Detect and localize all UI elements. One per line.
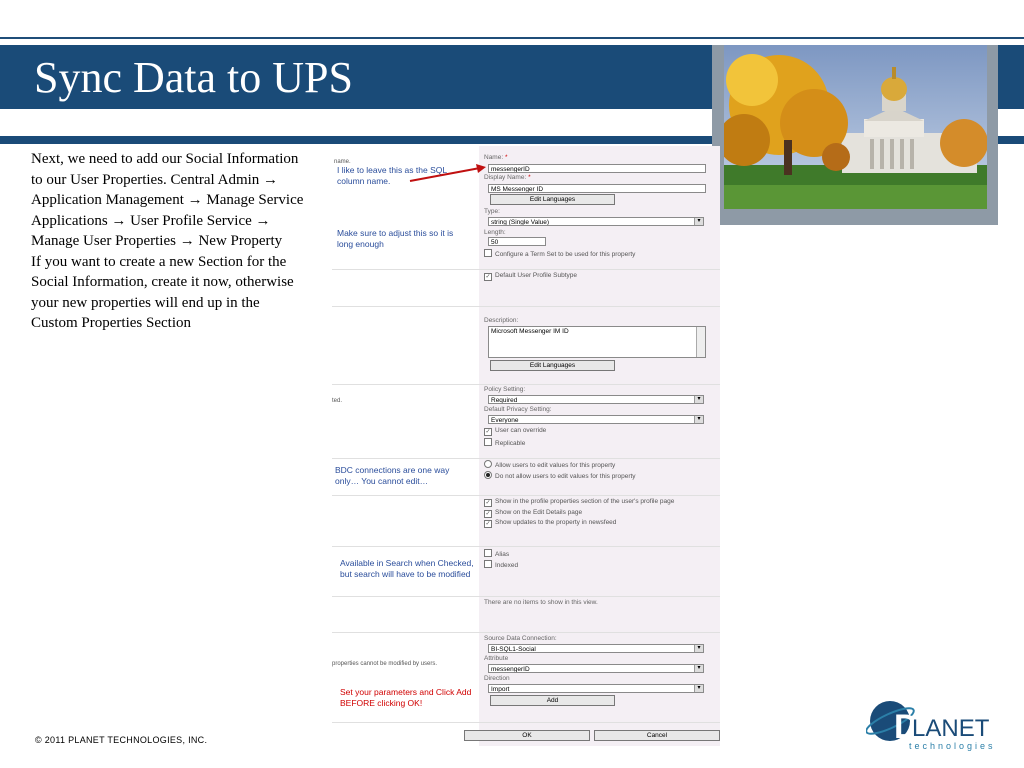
note-length: Make sure to adjust this so it is long enough [337, 228, 454, 249]
svg-text:technologies: technologies [909, 741, 996, 751]
indexed-checkbox[interactable] [484, 560, 518, 569]
required-mark: * [528, 174, 531, 181]
display-name-label [484, 174, 531, 181]
red-arrow [408, 162, 488, 184]
type-select[interactable]: string (Single Value) ▾ [488, 217, 704, 226]
truncated-label: name. [334, 159, 351, 165]
user-override-checkbox[interactable]: ✓ User can override [485, 427, 547, 435]
direction-select[interactable]: Import ▾ [488, 684, 704, 693]
row-divider [332, 546, 720, 547]
note-search: Available in Search when Checked, but search will have to be modified [340, 558, 474, 579]
svg-text:LANET: LANET [912, 715, 990, 742]
row-divider [332, 596, 720, 597]
description-text: Microsoft Messenger IM ID [491, 328, 569, 335]
allow-edit-radio[interactable] [484, 460, 615, 469]
policy-select[interactable]: Required ▾ [488, 395, 704, 404]
add-button[interactable]: Add [490, 695, 615, 706]
row-divider [332, 458, 720, 459]
row-divider [332, 269, 720, 270]
ok-button[interactable]: OK [464, 730, 590, 741]
direction-label: Direction [484, 675, 510, 682]
name-label-text: Name: [484, 154, 504, 161]
row-divider [332, 632, 720, 633]
replicable-checkbox[interactable] [484, 438, 525, 447]
note-add: Set your parameters and Click Add BEFORE clicking OK! [340, 687, 472, 708]
truncated-text: ted. [332, 398, 343, 404]
description-label: Description: [484, 317, 519, 324]
show-newsfeed-checkbox[interactable]: ✓ Show updates to the property in newsfeed [485, 519, 617, 527]
capitol-photo [724, 45, 987, 209]
display-name-input[interactable]: MS Messenger ID [488, 184, 706, 193]
attribute-label: Attribute [484, 655, 509, 662]
show-profile-checkbox[interactable]: ✓ Show in the profile properties section of the user's profile page [485, 498, 675, 506]
slide-title: Sync Data to UPS [34, 53, 353, 102]
user-override-label: User can override [495, 427, 547, 434]
svg-text:D: D [894, 708, 919, 746]
allow-edit-label: Allow users to edit values for this property [495, 462, 616, 469]
show-edit-checkbox[interactable]: ✓ Show on the Edit Details page [485, 509, 583, 517]
instructions-paragraph: Next, we need to add our Social Information to our User Properties. Central Admin → Application Management → Manage Service Applications → User Profile Service → Manage User Properties → New Property [31, 151, 304, 249]
row-divider [332, 384, 720, 385]
display-name-label-text: Display Name: [484, 174, 527, 181]
replicable-label: Replicable [495, 440, 526, 447]
source-label: Source Data Connection: [484, 635, 557, 642]
show-edit-label: Show on the Edit Details page [495, 509, 583, 516]
length-input[interactable]: 50 [488, 237, 546, 246]
section-note-paragraph: If you want to create a new Section for the Social Information, create it now, otherwise your new properties will end up in the Custom Properties Section [31, 253, 294, 331]
length-label: Length: [484, 229, 506, 236]
edit-languages-button-2[interactable]: Edit Languages [490, 360, 615, 371]
no-edit-label: Do not allow users to edit values for this property [495, 473, 636, 480]
policy-label: Policy Setting: [484, 386, 526, 393]
required-mark: * [504, 154, 508, 161]
edit-languages-button[interactable]: Edit Languages [490, 194, 615, 205]
privacy-label: Default Privacy Setting: [484, 406, 552, 413]
no-items-text: There are no items to show in this view. [484, 599, 598, 606]
term-set-checkbox[interactable] [484, 249, 635, 258]
note-sql-column: I like to leave this as the SQL column name. [337, 165, 447, 186]
top-rule [0, 37, 1024, 39]
default-subtype-checkbox[interactable]: ✓ Default User Profile Subtype [485, 272, 578, 280]
name-label [484, 154, 508, 161]
new-property-form-screenshot [332, 146, 720, 746]
note-bdc: BDC connections are one way only… You cannot edit… [335, 465, 450, 486]
attribute-select[interactable]: messengerID ▾ [488, 664, 704, 673]
props-note: properties cannot be modified by users. [332, 661, 438, 667]
privacy-select[interactable]: Everyone ▾ [488, 415, 704, 424]
description-scrollbar[interactable] [696, 327, 705, 357]
description-textarea[interactable] [488, 326, 706, 358]
planet-logo [866, 694, 1016, 754]
cancel-button[interactable]: Cancel [594, 730, 720, 741]
alias-label: Alias [495, 551, 510, 558]
indexed-label: Indexed [495, 562, 519, 569]
row-divider [332, 306, 720, 307]
show-newsfeed-label: Show updates to the property in newsfeed [495, 519, 617, 526]
term-set-label: Configure a Term Set to be used for this property [495, 251, 636, 258]
show-profile-label: Show in the profile properties section of the user's profile page [495, 498, 675, 505]
row-divider [332, 495, 720, 496]
no-edit-radio[interactable] [484, 471, 636, 480]
name-input[interactable]: messengerID [488, 164, 706, 173]
alias-checkbox[interactable] [484, 549, 509, 558]
copyright-footer: © 2011 PLANET TECHNOLOGIES, INC. [35, 735, 208, 745]
type-label: Type: [484, 208, 500, 215]
row-divider [332, 722, 720, 723]
slide-body [31, 149, 306, 334]
default-subtype-label: Default User Profile Subtype [495, 272, 578, 279]
source-select[interactable]: BI-SQL1-Social ▾ [488, 644, 704, 653]
